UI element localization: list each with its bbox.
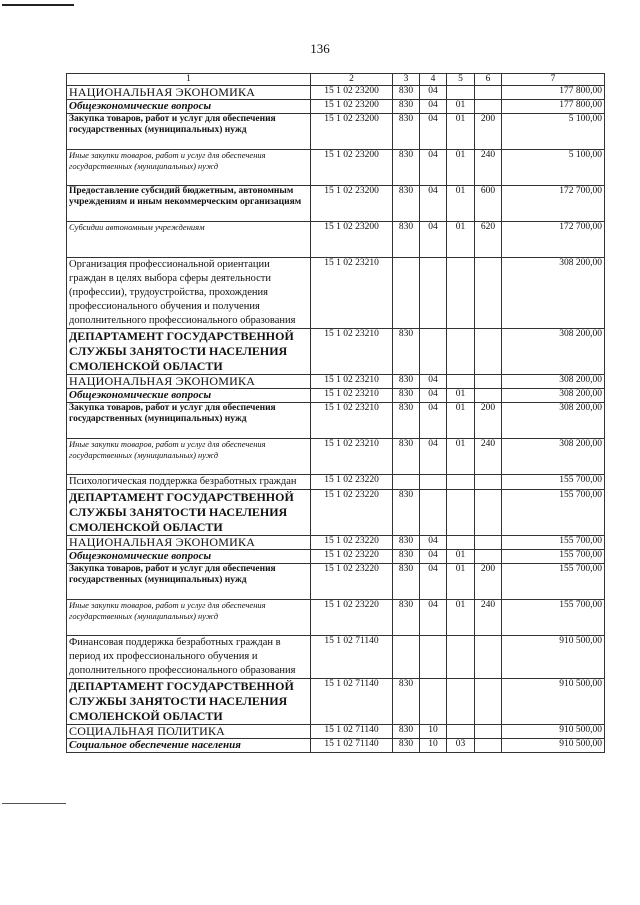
- row-col5-cell: 03: [447, 739, 475, 753]
- row-col3-cell: 830: [393, 536, 420, 550]
- row-col4-cell: 04: [420, 150, 447, 186]
- table-header-row: [67, 74, 605, 86]
- row-col3-cell: 830: [393, 550, 420, 564]
- row-col4-cell: 10: [420, 739, 447, 753]
- row-col3-cell: 830: [393, 150, 420, 186]
- row-col6-cell: 600: [475, 186, 502, 222]
- row-name-cell: ДЕПАРТАМЕНТ ГОСУДАРСТВЕННОЙ СЛУЖБЫ ЗАНЯТОСТИ НАСЕЛЕНИЯ СМОЛЕНСКОЙ ОБЛАСТИ: [67, 679, 311, 725]
- header-cell: 1: [67, 74, 311, 86]
- row-col3-cell: [393, 475, 420, 490]
- row-col5-cell: [447, 475, 475, 490]
- row-col6-cell: [475, 375, 502, 389]
- row-code-cell: 15 1 02 23200: [311, 114, 393, 150]
- header-cell: 4: [420, 74, 447, 86]
- row-col3-cell: [393, 258, 420, 329]
- row-col5-cell: 01: [447, 389, 475, 403]
- header-cell: 3: [393, 74, 420, 86]
- row-name-cell: Закупка товаров, работ и услуг для обеспечения государственных (муниципальных) нужд: [67, 114, 311, 150]
- row-name-cell: Общеэкономические вопросы: [67, 389, 311, 403]
- row-col5-cell: [447, 490, 475, 536]
- row-col5-cell: 01: [447, 186, 475, 222]
- row-name-cell: НАЦИОНАЛЬНАЯ ЭКОНОМИКА: [67, 536, 311, 550]
- row-col6-cell: [475, 536, 502, 550]
- row-name-cell: Закупка товаров, работ и услуг для обеспечения государственных (муниципальных) нужд: [67, 564, 311, 600]
- table-row: [67, 150, 605, 186]
- row-col6-cell: [475, 475, 502, 490]
- row-amount-cell: 177 800,00: [502, 100, 605, 114]
- row-code-cell: 15 1 02 23200: [311, 186, 393, 222]
- row-name-cell: Иные закупки товаров, работ и услуг для обеспечения государственных (муниципальных) нужд: [67, 439, 311, 475]
- row-col4-cell: [420, 679, 447, 725]
- row-col6-cell: [475, 329, 502, 375]
- row-col5-cell: [447, 258, 475, 329]
- row-amount-cell: 172 700,00: [502, 222, 605, 258]
- table-row: [67, 258, 605, 329]
- row-amount-cell: 910 500,00: [502, 679, 605, 725]
- row-col4-cell: [420, 475, 447, 490]
- row-col5-cell: 01: [447, 222, 475, 258]
- row-col4-cell: 04: [420, 100, 447, 114]
- row-col6-cell: 620: [475, 222, 502, 258]
- row-col4-cell: 04: [420, 536, 447, 550]
- table-body: [67, 86, 605, 753]
- row-col3-cell: 830: [393, 100, 420, 114]
- row-col3-cell: 830: [393, 389, 420, 403]
- margin-mark: [2, 803, 66, 804]
- row-col3-cell: 830: [393, 86, 420, 100]
- row-col6-cell: [475, 725, 502, 739]
- row-col3-cell: 830: [393, 564, 420, 600]
- table-row: [67, 600, 605, 636]
- table-row: [67, 550, 605, 564]
- row-col5-cell: 01: [447, 403, 475, 439]
- budget-table: [66, 73, 605, 753]
- table-row: [67, 403, 605, 439]
- row-col4-cell: [420, 490, 447, 536]
- table-row: [67, 389, 605, 403]
- row-code-cell: 15 1 02 23220: [311, 475, 393, 490]
- row-col5-cell: 01: [447, 150, 475, 186]
- table-row: [67, 679, 605, 725]
- row-col4-cell: 04: [420, 403, 447, 439]
- row-col3-cell: 830: [393, 375, 420, 389]
- row-col5-cell: 01: [447, 600, 475, 636]
- row-name-cell: Общеэкономические вопросы: [67, 550, 311, 564]
- row-name-cell: НАЦИОНАЛЬНАЯ ЭКОНОМИКА: [67, 86, 311, 100]
- row-amount-cell: 155 700,00: [502, 475, 605, 490]
- row-name-cell: ДЕПАРТАМЕНТ ГОСУДАРСТВЕННОЙ СЛУЖБЫ ЗАНЯТОСТИ НАСЕЛЕНИЯ СМОЛЕНСКОЙ ОБЛАСТИ: [67, 490, 311, 536]
- row-name-cell: Психологическая поддержка безработных граждан: [67, 475, 311, 490]
- row-col3-cell: 830: [393, 490, 420, 536]
- row-amount-cell: 155 700,00: [502, 536, 605, 550]
- top-rule: [2, 4, 74, 6]
- row-amount-cell: 155 700,00: [502, 550, 605, 564]
- row-col4-cell: [420, 258, 447, 329]
- row-col4-cell: [420, 636, 447, 679]
- row-col6-cell: 200: [475, 403, 502, 439]
- row-col5-cell: 01: [447, 114, 475, 150]
- row-amount-cell: 155 700,00: [502, 564, 605, 600]
- row-col5-cell: [447, 536, 475, 550]
- table-row: [67, 739, 605, 753]
- row-amount-cell: 910 500,00: [502, 739, 605, 753]
- row-code-cell: 15 1 02 23220: [311, 536, 393, 550]
- row-col5-cell: 01: [447, 550, 475, 564]
- row-col5-cell: 01: [447, 100, 475, 114]
- row-col4-cell: 04: [420, 222, 447, 258]
- table-row: [67, 329, 605, 375]
- row-col4-cell: 04: [420, 439, 447, 475]
- table-row: [67, 725, 605, 739]
- row-amount-cell: 177 800,00: [502, 86, 605, 100]
- table-row: [67, 536, 605, 550]
- row-code-cell: 15 1 02 71140: [311, 739, 393, 753]
- row-code-cell: 15 1 02 23210: [311, 389, 393, 403]
- row-col3-cell: 830: [393, 329, 420, 375]
- row-amount-cell: 308 200,00: [502, 403, 605, 439]
- header-cell: 7: [502, 74, 605, 86]
- row-amount-cell: 5 100,00: [502, 114, 605, 150]
- row-col6-cell: 240: [475, 600, 502, 636]
- row-name-cell: Организация профессиональной ориентации граждан в целях выбора сферы деятельности (профессии), трудоустройства, прохождения профессионального обучения и получения дополнительного профессионального образования: [67, 258, 311, 329]
- row-amount-cell: 308 200,00: [502, 258, 605, 329]
- row-col5-cell: 01: [447, 564, 475, 600]
- row-col3-cell: 830: [393, 679, 420, 725]
- row-name-cell: Финансовая поддержка безработных граждан в период их профессионального обучения и дополнительного профессионального образования: [67, 636, 311, 679]
- row-col6-cell: 240: [475, 439, 502, 475]
- row-amount-cell: 910 500,00: [502, 636, 605, 679]
- row-code-cell: 15 1 02 23210: [311, 403, 393, 439]
- row-amount-cell: 5 100,00: [502, 150, 605, 186]
- row-col3-cell: 830: [393, 186, 420, 222]
- row-amount-cell: 308 200,00: [502, 329, 605, 375]
- row-amount-cell: 308 200,00: [502, 375, 605, 389]
- row-col4-cell: 04: [420, 375, 447, 389]
- row-name-cell: Иные закупки товаров, работ и услуг для обеспечения государственных (муниципальных) нужд: [67, 150, 311, 186]
- row-col5-cell: [447, 636, 475, 679]
- row-amount-cell: 172 700,00: [502, 186, 605, 222]
- row-code-cell: 15 1 02 23200: [311, 100, 393, 114]
- row-col5-cell: [447, 679, 475, 725]
- row-col6-cell: [475, 389, 502, 403]
- row-name-cell: ДЕПАРТАМЕНТ ГОСУДАРСТВЕННОЙ СЛУЖБЫ ЗАНЯТОСТИ НАСЕЛЕНИЯ СМОЛЕНСКОЙ ОБЛАСТИ: [67, 329, 311, 375]
- row-col6-cell: [475, 258, 502, 329]
- table-row: [67, 475, 605, 490]
- row-code-cell: 15 1 02 71140: [311, 725, 393, 739]
- table-row: [67, 100, 605, 114]
- table-row: [67, 439, 605, 475]
- row-col4-cell: 04: [420, 564, 447, 600]
- table-row: [67, 114, 605, 150]
- row-code-cell: 15 1 02 23210: [311, 329, 393, 375]
- table-row: [67, 186, 605, 222]
- row-code-cell: 15 1 02 71140: [311, 679, 393, 725]
- row-col3-cell: 830: [393, 403, 420, 439]
- row-amount-cell: 155 700,00: [502, 600, 605, 636]
- row-col6-cell: [475, 100, 502, 114]
- table-row: [67, 490, 605, 536]
- row-col6-cell: [475, 679, 502, 725]
- row-col3-cell: 830: [393, 725, 420, 739]
- row-amount-cell: 910 500,00: [502, 725, 605, 739]
- row-col5-cell: [447, 86, 475, 100]
- row-col6-cell: [475, 739, 502, 753]
- row-col4-cell: 04: [420, 389, 447, 403]
- row-col6-cell: [475, 86, 502, 100]
- row-col4-cell: 04: [420, 86, 447, 100]
- row-code-cell: 15 1 02 23200: [311, 222, 393, 258]
- row-col6-cell: 200: [475, 114, 502, 150]
- row-name-cell: Иные закупки товаров, работ и услуг для обеспечения государственных (муниципальных) нужд: [67, 600, 311, 636]
- table-row: [67, 564, 605, 600]
- row-name-cell: Субсидии автономным учреждениям: [67, 222, 311, 258]
- row-code-cell: 15 1 02 71140: [311, 636, 393, 679]
- row-col5-cell: [447, 725, 475, 739]
- row-code-cell: 15 1 02 23200: [311, 150, 393, 186]
- row-name-cell: Закупка товаров, работ и услуг для обеспечения государственных (муниципальных) нужд: [67, 403, 311, 439]
- row-name-cell: Социальное обеспечение населения: [67, 739, 311, 753]
- row-col4-cell: 04: [420, 550, 447, 564]
- row-col5-cell: [447, 329, 475, 375]
- row-name-cell: Предоставление субсидий бюджетным, автономным учреждениям и иным некоммерческим организациям: [67, 186, 311, 222]
- row-code-cell: 15 1 02 23220: [311, 550, 393, 564]
- header-cell: 2: [311, 74, 393, 86]
- row-name-cell: Общеэкономические вопросы: [67, 100, 311, 114]
- row-col6-cell: 240: [475, 150, 502, 186]
- row-col3-cell: 830: [393, 114, 420, 150]
- row-code-cell: 15 1 02 23210: [311, 439, 393, 475]
- table-row: [67, 375, 605, 389]
- row-col6-cell: [475, 550, 502, 564]
- row-col3-cell: 830: [393, 739, 420, 753]
- row-code-cell: 15 1 02 23220: [311, 490, 393, 536]
- row-col6-cell: 200: [475, 564, 502, 600]
- row-col4-cell: 04: [420, 186, 447, 222]
- row-col4-cell: 04: [420, 600, 447, 636]
- row-col4-cell: 04: [420, 114, 447, 150]
- row-col3-cell: 830: [393, 600, 420, 636]
- row-amount-cell: 308 200,00: [502, 389, 605, 403]
- row-code-cell: 15 1 02 23210: [311, 375, 393, 389]
- table-row: [67, 636, 605, 679]
- table-row: [67, 86, 605, 100]
- row-amount-cell: 155 700,00: [502, 490, 605, 536]
- table-row: [67, 222, 605, 258]
- row-code-cell: 15 1 02 23220: [311, 564, 393, 600]
- row-col3-cell: [393, 636, 420, 679]
- row-col5-cell: [447, 375, 475, 389]
- row-code-cell: 15 1 02 23200: [311, 86, 393, 100]
- header-cell: 6: [475, 74, 502, 86]
- row-name-cell: СОЦИАЛЬНАЯ ПОЛИТИКА: [67, 725, 311, 739]
- row-col4-cell: 10: [420, 725, 447, 739]
- row-name-cell: НАЦИОНАЛЬНАЯ ЭКОНОМИКА: [67, 375, 311, 389]
- row-col4-cell: [420, 329, 447, 375]
- row-col3-cell: 830: [393, 222, 420, 258]
- row-col6-cell: [475, 636, 502, 679]
- row-code-cell: 15 1 02 23210: [311, 258, 393, 329]
- row-col5-cell: 01: [447, 439, 475, 475]
- row-col3-cell: 830: [393, 439, 420, 475]
- row-code-cell: 15 1 02 23220: [311, 600, 393, 636]
- row-amount-cell: 308 200,00: [502, 439, 605, 475]
- page-number: 136: [310, 41, 330, 56]
- header-cell: 5: [447, 74, 475, 86]
- row-col6-cell: [475, 490, 502, 536]
